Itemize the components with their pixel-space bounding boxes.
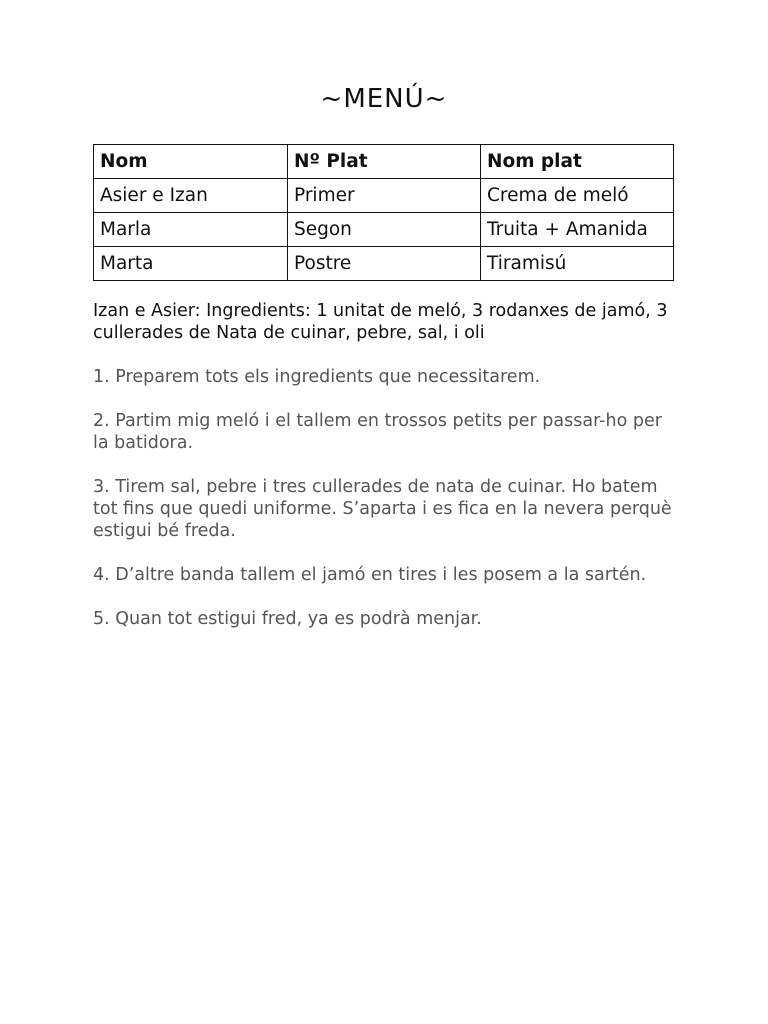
recipe-step: 2. Partim mig meló i el tallem en trossos petits per passar-ho per la batidora. (93, 411, 662, 453)
table-row (94, 213, 674, 247)
ingredients-paragraph: Izan e Asier: Ingredients: 1 unitat de meló, 3 rodanxes de jamó, 3 cullerades de Nata de cuinar, pebre, sal, i oli (93, 301, 668, 343)
table-cell: Segon (288, 213, 481, 247)
page-title: ~MENÚ~ (320, 84, 448, 114)
table-row (94, 247, 674, 281)
table-cell: Postre (288, 247, 481, 281)
recipe-step: 1. Preparem tots els ingredients que necessitarem. (93, 367, 541, 387)
table-cell: Crema de meló (481, 179, 674, 213)
table-cell: Asier e Izan (94, 179, 288, 213)
table-cell: Primer (288, 179, 481, 213)
recipe-steps (93, 366, 683, 652)
table-header-row (94, 145, 674, 179)
column-header-nom: Nom (94, 145, 288, 179)
table-cell: Tiramisú (481, 247, 674, 281)
table-cell: Truita + Amanida (481, 213, 674, 247)
table-row (94, 179, 674, 213)
table-cell: Marla (94, 213, 288, 247)
column-header-nom-plat: Nom plat (481, 145, 674, 179)
recipe-step: 4. D’altre banda tallem el jamó en tires i les posem a la sartén. (93, 565, 647, 585)
recipe-step: 5. Quan tot estigui fred, ya es podrà menjar. (93, 609, 482, 629)
table-cell: Marta (94, 247, 288, 281)
menu-table (93, 144, 674, 281)
column-header-num-plat: Nº Plat (288, 145, 481, 179)
recipe-step: 3. Tirem sal, pebre i tres cullerades de nata de cuinar. Ho batem tot fins que quedi uniforme. S’aparta i es fica en la nevera perquè estigui bé freda. (93, 477, 672, 541)
